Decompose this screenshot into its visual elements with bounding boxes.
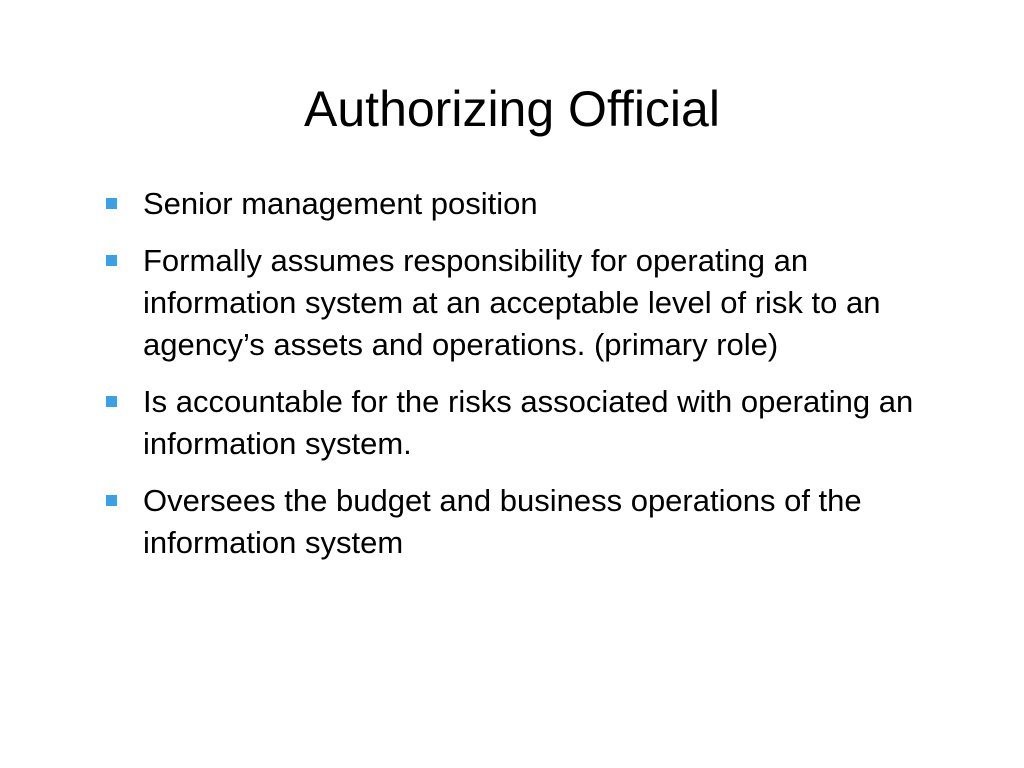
bullet-list (106, 183, 936, 579)
bullet-text: Is accountable for the risks associated with operating an information system. (143, 384, 914, 461)
bullet-item (106, 480, 936, 564)
bullet-item (106, 240, 936, 366)
square-bullet-icon (106, 198, 117, 209)
square-bullet-icon (106, 495, 117, 506)
bullet-text: Oversees the budget and business operations of the information system (143, 483, 862, 560)
bullet-text: Senior management position (143, 186, 538, 221)
square-bullet-icon (106, 255, 117, 266)
bullet-item (106, 381, 936, 465)
bullet-text: Formally assumes responsibility for operating an information system at an acceptable level of risk to an agency’s assets and operations. (primary role) (143, 243, 881, 362)
square-bullet-icon (106, 396, 117, 407)
slide-title: Authorizing Official (304, 81, 720, 137)
bullet-item (106, 183, 936, 225)
